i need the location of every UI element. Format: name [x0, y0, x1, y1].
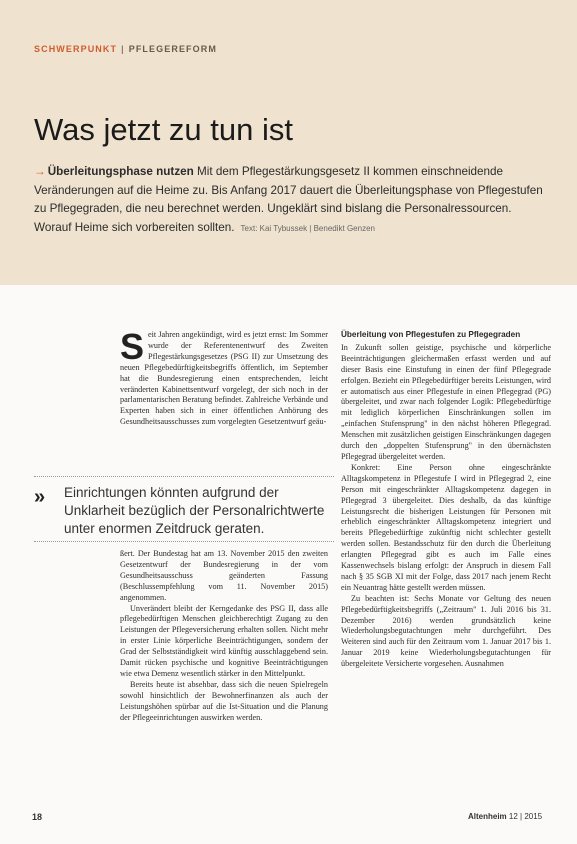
issue-number: 12 | 2015 — [508, 812, 543, 821]
magazine-name: Altenheim — [468, 812, 507, 821]
section-subheading: Überleitung von Pflegestufen zu Pflegegraden — [341, 330, 521, 339]
body-paragraph: Zu beachten ist: Sechs Monate vor Geltung des neuen Pflegebedürftigkeitsbegriffs („Zeitraum" 1. Juli 2016 bis 31. Dezember 2016) werden grundsätzlich keine Wiederholungsbegutachtungen mehr durchgeführt. Des Weiteren sind auch für den Zeitraum vom 1. Januar 2017 bis 1. Januar 2019 keine Wiederholungsbegutachtungen für übergeleitete Versicherte vorgesehen. Ausnahmen — [341, 593, 551, 669]
footer-publication — [468, 812, 542, 821]
body-paragraph: Unverändert bleibt der Kerngedanke des PSG II, dass alle pflegebedürftigen Menschen gleichberechtigt Zugang zu den Leistungen der Pflegeversicherung erhalten sollen. Nicht mehr in erster Linie körperliche Beeinträchtigungen, sondern der Grad der Selbstständigkeit wird künftig ausschlaggebend sein. Damit rücken psychische und kognitive Beeinträchtigungen wie etwa Demenz wesentlich stärker in den Mittelpunkt. — [120, 603, 328, 678]
continued-paragraph: ßert. Der Bundestag hat am 13. November 2015 den zweiten Gesetzentwurf der Bundesregierung in der vom Gesundheitsausschuss geänderten Fassung (Beschlussempfehlung vom 11. November 2015) angenommen. — [120, 549, 328, 602]
section-topic: PFLEGEREFORM — [128, 44, 217, 54]
article-column-right — [341, 330, 551, 670]
pull-quote-divider-top — [34, 476, 334, 477]
pull-quote-divider-bottom — [34, 541, 334, 542]
page-title: Was jetzt zu tun ist — [34, 112, 293, 147]
lead-body-text: Mit dem Pflegestärkungsgesetz II kommen einschneidende Veränderungen auf die Heime zu. Bis Anfang 2017 dauert die Überleitungsphase von Pflegestufen zu Pflegegraden, die neu berechnet werden. Ungeklärt sind bislang die Personalressourcen. Worauf Heime sich vorbereiten sollten. — [34, 165, 543, 234]
lead-strong-text: Überleitungsphase nutzen — [47, 165, 194, 178]
drop-cap: S — [120, 326, 145, 367]
lead-paragraph — [34, 163, 546, 238]
article-column-left-bottom — [120, 549, 328, 724]
section-kicker: SCHWERPUNKT — [34, 44, 118, 54]
section-label — [34, 44, 217, 54]
body-paragraph: Bereits heute ist absehbar, dass sich die neuen Spielregeln sowohl hinsichtlich der Bewohnerfinanzen als auch der Leistungshöhen spürbar auf die Ist-Situation und die Planung der Pflegeeinrichtungen auswirken werden. — [120, 679, 328, 722]
byline: Text: Kai Tybussek | Benedikt Genzen — [240, 223, 375, 233]
arrow-right-icon: → — [34, 165, 46, 178]
body-paragraph: In Zukunft sollen geistige, psychische und körperliche Beeinträchtigungen gleichermaßen erfasst werden und auf dieser Basis eine Einstufung in einen der fünf Pflegegrade erfolgen. Bezieht ein Pflegebedürftiger bereits Leistungen, wird er automatisch aus einer Pflegestufe in einen Pflegegrad (PG) übergeleitet, und zwar nach folgender Logik: Pflegebedürftige mit lediglich körperlichen Einschränkungen sollen im „einfachen Stufensprung" in den nächst höheren Pflegegrad. Menschen mit zusätzlichen geistigen Einschränkungen dagegen durch den „doppelten Stufensprung" in den übernächsten Pflegegrad übergeleitet werden. — [341, 342, 551, 461]
article-column-left-top — [120, 326, 328, 428]
pull-quote: Einrichtungen könnten aufgrund der Unklarheit bezüglich der Personalrichtwerte unter enormen Zeitdruck geraten. — [64, 485, 325, 536]
page-number: 18 — [32, 812, 43, 822]
intro-paragraph: eit Jahren angekündigt, wird es jetzt ernst: Im Sommer wurde der Referentenentwurf des Zweiten Pflegestärkungsgesetzes (PSG II) zur Umsetzung des neuen Pflegebedürftigkeitsbegriffs öffentlich, im September hat die Bundesregierung einen entsprechenden, leicht veränderten Kabinettsentwurf vorgelegt, der sich noch in der parlamentarischen Beratung befindet. Zahlreiche Verbände und Experten haben sich in einer öffentlichen Anhörung des Gesundheitsausschusses zum vorgelegten Gesetzentwurf geäu- — [120, 330, 328, 427]
body-paragraph: Konkret: Eine Person ohne eingeschränkte Alltagskompetenz in Pflegestufe I wird in Pflegegrad 2, eine Person mit eingeschränkter Alltagskompetenz dagegen in Pflegegrad 3 übergeleitet. Dies deshalb, da das künftige Leistungsrecht die bisherigen Leistungen für Personen mit erheblich eingeschränkter Alltagskompetenz integriert und bereits Pflegebedürftige zukünftig nicht schlechter gestellt werden sollen. Bestandsschutz für den durch die Überleitung erlangten Pflegegrad gibt es auch im Falle eines Kassenwechsels bislang erfolgt: der Anspruch in diesem Fall nach § 35 SGB XI mit der Folge, dass 2017 nach jenem Recht ein Neuantrag hätte gestellt werden müssen. — [341, 462, 551, 592]
section-separator: | — [121, 44, 125, 54]
quote-chevron-icon: » — [34, 486, 46, 508]
